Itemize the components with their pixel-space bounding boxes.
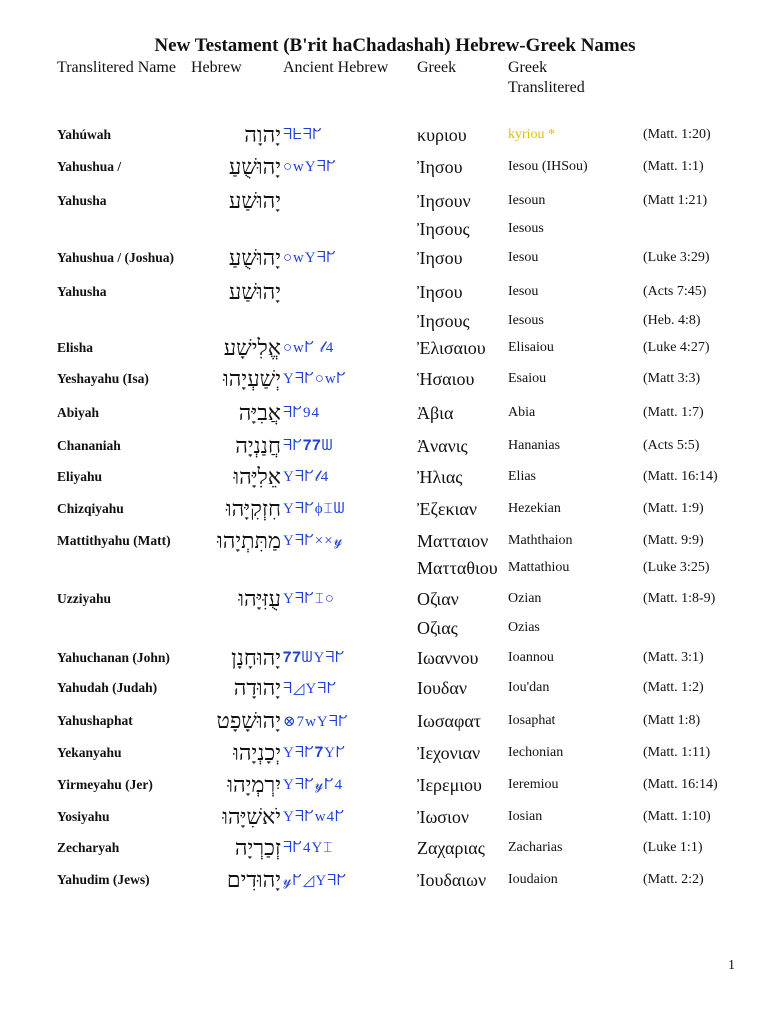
name-cell: Mattithyahu (Matt) bbox=[57, 533, 171, 548]
greek-cell: κυριου bbox=[417, 124, 467, 145]
greek-cell: Ἰησου bbox=[417, 247, 463, 268]
greek-translitered-cell: Hananias bbox=[508, 438, 561, 453]
reference-cell: (Luke 4:27) bbox=[643, 340, 710, 355]
name-cell: Uzziyahu bbox=[57, 591, 111, 606]
greek-translitered-cell: Iesous bbox=[508, 221, 544, 236]
ancient-hebrew-cell: 𝓎ᖸ◿Yᖷᖸ bbox=[283, 872, 348, 889]
reference-cell: (Heb. 4:8) bbox=[643, 313, 701, 328]
greek-cell: Ιουδαν bbox=[417, 677, 467, 698]
table-row bbox=[0, 398, 768, 428]
name-cell: Eliyahu bbox=[57, 469, 103, 484]
table-row bbox=[0, 186, 768, 216]
hebrew-cell: אֱלִישָׁע bbox=[223, 335, 281, 360]
name-cell: Yosiyahu bbox=[57, 809, 110, 824]
ancient-hebrew-cell: Yᖷᖸ⌶○ bbox=[283, 591, 335, 607]
greek-translitered-cell: Iesou bbox=[508, 284, 539, 299]
table-row bbox=[0, 277, 768, 307]
greek-translitered-cell: Ozias bbox=[508, 620, 540, 635]
reference-cell: (Matt. 1:20) bbox=[643, 127, 711, 142]
greek-translitered-cell: Esaiou bbox=[508, 371, 547, 386]
hebrew-cell: יָהוּשַׁע bbox=[228, 279, 281, 304]
greek-translitered-cell: Ioannou bbox=[508, 650, 554, 665]
reference-cell: (Acts 7:45) bbox=[643, 284, 707, 299]
name-cell: Yahusha bbox=[57, 193, 107, 208]
greek-translitered-cell: Ozian bbox=[508, 591, 542, 606]
hebrew-cell bbox=[191, 214, 281, 244]
name-cell: Chananiah bbox=[57, 438, 121, 453]
table-row bbox=[0, 243, 768, 273]
greek-cell: Οζιας bbox=[417, 617, 458, 638]
name-cell: Chizqiyahu bbox=[57, 501, 124, 516]
hebrew-cell bbox=[191, 553, 281, 583]
reference-cell: (Matt. 16:14) bbox=[643, 777, 718, 792]
hebrew-cell: זְכַרְיָה bbox=[234, 835, 281, 860]
page-title: New Testament (B'rit haChadashah) Hebrew-Greek Names bbox=[154, 35, 636, 56]
header-ancient-hebrew: Ancient Hebrew bbox=[283, 59, 389, 76]
greek-translitered-cell: Ieremiou bbox=[508, 777, 559, 792]
greek-cell: Ἰεχονιαν bbox=[417, 742, 481, 763]
greek-translitered-cell: kyriou * bbox=[508, 127, 556, 142]
greek-cell: Ἰουδαιων bbox=[417, 869, 487, 890]
hebrew-cell: יֹאשִׁיָּהוּ bbox=[222, 804, 281, 829]
reference-cell: (Matt. 9:9) bbox=[643, 533, 704, 548]
ancient-hebrew-cell: Yᖷᖸ○wᖸ bbox=[283, 371, 347, 387]
reference-cell: (Matt. 16:14) bbox=[643, 469, 718, 484]
table-row bbox=[0, 643, 768, 673]
table-row bbox=[0, 462, 768, 492]
reference-cell: (Matt. 1:11) bbox=[643, 745, 711, 760]
greek-cell: Ιωαννου bbox=[417, 647, 479, 668]
table-row bbox=[0, 865, 768, 895]
ancient-hebrew-cell: Yᖷᖸϕ⌶ᗯ bbox=[283, 501, 346, 517]
ancient-hebrew-cell: ᖷᖸ4Y⌶ bbox=[283, 840, 334, 856]
greek-cell: Ἡσαιου bbox=[417, 368, 475, 389]
table-row bbox=[0, 613, 768, 643]
hebrew-cell: יָהוּשָׁפָט bbox=[216, 708, 281, 733]
greek-translitered-cell: Iosaphat bbox=[508, 713, 556, 728]
page-number: 1 bbox=[728, 958, 735, 973]
reference-cell: (Matt 1:21) bbox=[643, 193, 708, 208]
ancient-hebrew-cell: Yᖷᖸ𝓎ᖸ4 bbox=[283, 777, 344, 793]
reference-cell: (Matt. 1:10) bbox=[643, 809, 711, 824]
table-row bbox=[0, 152, 768, 182]
table-row bbox=[0, 214, 768, 244]
name-cell: Yahudim (Jews) bbox=[57, 872, 150, 887]
name-cell: Zecharyah bbox=[57, 840, 120, 855]
greek-cell: Ματταθιου bbox=[417, 557, 498, 578]
table-row bbox=[0, 553, 768, 583]
table-row bbox=[0, 306, 768, 336]
name-cell: Yahuchanan (John) bbox=[57, 650, 170, 665]
hebrew-cell: יְשַׁעְיָהוּ bbox=[223, 366, 281, 391]
table-row bbox=[0, 833, 768, 863]
greek-translitered-cell: Iosian bbox=[508, 809, 543, 824]
hebrew-cell: יְכָנְיָהוּ bbox=[233, 740, 281, 765]
greek-translitered-cell: Iesoun bbox=[508, 193, 546, 208]
name-cell: Yekanyahu bbox=[57, 745, 122, 760]
greek-cell: Ἀβια bbox=[417, 402, 454, 423]
greek-translitered-cell: Iesou (IHSou) bbox=[508, 159, 588, 174]
hebrew-cell: יִרְמְיָהוּ bbox=[227, 772, 281, 797]
reference-cell: (Matt 3:3) bbox=[643, 371, 701, 386]
greek-cell: Ζαχαριας bbox=[417, 837, 485, 858]
hebrew-cell: מַתִּתְיָהוּ bbox=[217, 528, 281, 553]
ancient-hebrew-cell: ᖷᖸ94 bbox=[283, 405, 320, 421]
reference-cell: (Luke 1:1) bbox=[643, 840, 703, 855]
reference-cell: (Luke 3:29) bbox=[643, 250, 710, 265]
reference-cell: (Matt. 1:8-9) bbox=[643, 591, 716, 606]
greek-cell: Ἰησουν bbox=[417, 190, 471, 211]
table-row bbox=[0, 770, 768, 800]
name-cell: Yahushua / (Joshua) bbox=[57, 250, 175, 265]
greek-cell: Ἰωσιον bbox=[417, 806, 469, 827]
ancient-hebrew-cell: Yᖷᖸw4ᖸ bbox=[283, 809, 346, 825]
ancient-hebrew-cell: 𝟕𝟕ᗯYᖷᖸ bbox=[283, 650, 346, 666]
greek-translitered-cell: Zacharias bbox=[508, 840, 563, 855]
table-row bbox=[0, 333, 768, 363]
name-cell: Yahushua / bbox=[57, 159, 122, 174]
ancient-hebrew-cell: ○wᖸ 𝓁4 bbox=[283, 340, 335, 356]
name-cell: Yahusha bbox=[57, 284, 107, 299]
table-row bbox=[0, 673, 768, 703]
greek-cell: Ἠλιας bbox=[417, 466, 463, 487]
hebrew-cell: אֲבִיָּה bbox=[238, 400, 281, 425]
greek-translitered-cell: Iesou bbox=[508, 250, 539, 265]
table-row bbox=[0, 494, 768, 524]
greek-cell: Οζιαν bbox=[417, 588, 459, 609]
ancient-hebrew-cell: ○wYᖷᖸ bbox=[283, 250, 337, 266]
name-cell: Yahushaphat bbox=[57, 713, 133, 728]
name-cell: Elisha bbox=[57, 340, 94, 355]
header-greek-translitered: Greek Translitered bbox=[508, 59, 585, 96]
greek-translitered-cell: Ioudaion bbox=[508, 872, 558, 887]
hebrew-cell: יָהוָה bbox=[244, 122, 281, 147]
greek-cell: Ἀνανις bbox=[417, 435, 468, 456]
reference-cell: (Matt. 1:2) bbox=[643, 680, 704, 695]
name-cell: Yahudah (Judah) bbox=[57, 680, 158, 695]
header-hebrew: Hebrew bbox=[191, 59, 242, 76]
greek-translitered-cell: Hezekian bbox=[508, 501, 561, 516]
hebrew-cell: אֵלִיָּהוּ bbox=[233, 464, 281, 489]
ancient-hebrew-cell: ᖷᖶᖷᖸ bbox=[283, 127, 323, 143]
ancient-hebrew-cell: ○wYᖷᖸ bbox=[283, 159, 337, 175]
greek-cell: Ἰησους bbox=[417, 310, 470, 331]
table-row bbox=[0, 802, 768, 832]
greek-cell: Ἐλισαιου bbox=[417, 337, 486, 358]
table-row bbox=[0, 364, 768, 394]
hebrew-cell: יָהוּשֻׁעַ bbox=[228, 245, 281, 270]
name-cell: Yeshayahu (Isa) bbox=[57, 371, 149, 386]
greek-cell: Ἰησου bbox=[417, 156, 463, 177]
header-translitered-name: Translitered Name bbox=[57, 59, 176, 76]
ancient-hebrew-cell: Yᖷᖸ𝟕Yᖸ bbox=[283, 745, 347, 761]
header-greek: Greek bbox=[417, 59, 457, 76]
reference-cell: (Matt 1:8) bbox=[643, 713, 701, 728]
greek-translitered-cell: Iou'dan bbox=[508, 680, 550, 695]
hebrew-cell: יָהוּשֻׁעַ bbox=[228, 154, 281, 179]
reference-cell: (Matt. 1:1) bbox=[643, 159, 704, 174]
greek-cell: Ἐζεκιαν bbox=[417, 498, 477, 519]
hebrew-cell bbox=[191, 306, 281, 336]
ancient-hebrew-cell: Yᖷᖸ××𝓎 bbox=[283, 533, 344, 549]
ancient-hebrew-cell: Yᖷᖸ𝓁4 bbox=[283, 469, 330, 485]
table-row bbox=[0, 738, 768, 768]
table-row bbox=[0, 120, 768, 150]
ancient-hebrew-cell: ⊗7wYᖷᖸ bbox=[283, 713, 349, 730]
reference-cell: (Matt. 2:2) bbox=[643, 872, 704, 887]
greek-translitered-cell: Mattathiou bbox=[508, 560, 570, 575]
greek-cell: Ματταιον bbox=[417, 530, 489, 551]
hebrew-cell: יָהוּדִים bbox=[226, 867, 281, 892]
hebrew-cell: חֲנַנְיָה bbox=[235, 433, 281, 458]
reference-cell: (Matt. 1:9) bbox=[643, 501, 704, 516]
hebrew-cell: חִזְקִיָּהוּ bbox=[226, 496, 281, 521]
hebrew-cell: יָהוּחָנָן bbox=[231, 645, 281, 670]
reference-cell: (Matt. 1:7) bbox=[643, 405, 704, 420]
greek-cell: Ἰησου bbox=[417, 281, 463, 302]
name-cell: Yirmeyahu (Jer) bbox=[57, 777, 153, 792]
greek-translitered-cell: Elias bbox=[508, 469, 536, 484]
greek-cell: Ἰερεμιου bbox=[417, 774, 482, 795]
reference-cell: (Acts 5:5) bbox=[643, 438, 700, 453]
name-cell: Abiyah bbox=[57, 405, 100, 420]
table-row bbox=[0, 526, 768, 556]
hebrew-cell: יָהוּדָה bbox=[233, 675, 281, 700]
hebrew-cell: עֻזִּיָּהוּ bbox=[238, 586, 281, 611]
table-row bbox=[0, 431, 768, 461]
table-row bbox=[0, 706, 768, 736]
reference-cell: (Matt. 3:1) bbox=[643, 650, 704, 665]
greek-cell: Ἰησους bbox=[417, 218, 470, 239]
hebrew-cell: יָהוּשַׁע bbox=[228, 188, 281, 213]
ancient-hebrew-cell: ᖷᖸ𝟕𝟕ᗯ bbox=[283, 438, 334, 454]
greek-translitered-cell: Elisaiou bbox=[508, 340, 554, 355]
reference-cell: (Luke 3:25) bbox=[643, 560, 710, 575]
greek-translitered-cell: Maththaion bbox=[508, 533, 573, 548]
greek-cell: Ιωσαφατ bbox=[417, 710, 482, 731]
greek-translitered-cell: Iesous bbox=[508, 313, 544, 328]
name-cell: Yahúwah bbox=[57, 127, 112, 142]
table-row bbox=[0, 584, 768, 614]
ancient-hebrew-cell: ᖷ◿Yᖷᖸ bbox=[283, 680, 338, 697]
hebrew-cell bbox=[191, 613, 281, 643]
greek-translitered-cell: Abia bbox=[508, 405, 536, 420]
greek-translitered-cell: Iechonian bbox=[508, 745, 564, 760]
